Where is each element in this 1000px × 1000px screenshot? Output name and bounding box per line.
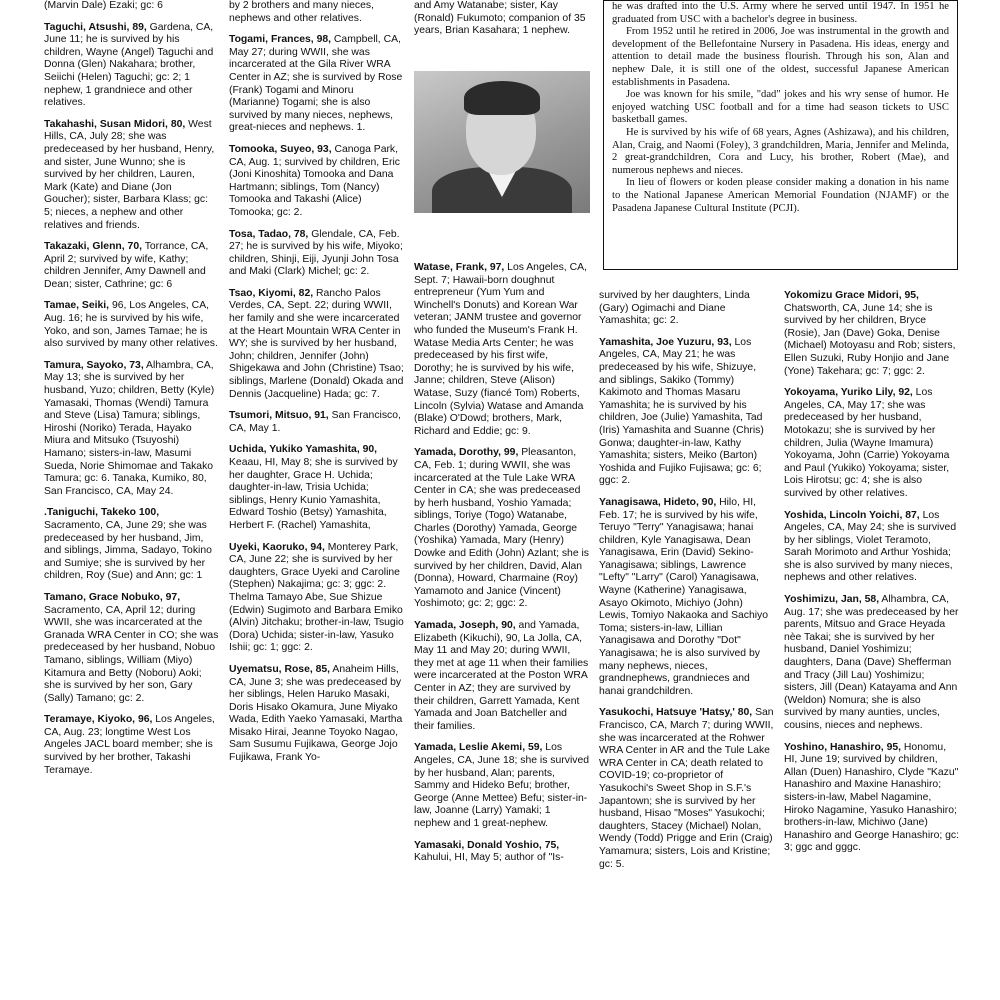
tribute-box	[603, 0, 958, 270]
obituary-entry: Yokoyama, Yuriko Lily, 92, Los Angeles, CA, May 17; she was predeceased by her husband, Motokazu; she is survived by her children, Julia (Wayne Imamura) Yokoyama, John (Carrie) Yokoyama and Paul (Yukiko) Yokoyama; sister, Lois Hirotsu; gc: 4; she is also survived by other relatives.	[784, 387, 950, 499]
obituary-entry: Tomooka, Suyeo, 93, Canoga Park, CA, Aug. 1; survived by children, Eric (Joni Kinoshita) Tomooka and Dana Hartmann; siblings, Tom (Nancy) Tomooka and Takashi (Alice) Tomooka; gc: 2.	[229, 143, 400, 218]
obituary-entry: Yamashita, Joe Yuzuru, 93, Los Angeles, CA, May 21; he was predeceased by his wife, Shizuye, and siblings, Sakiko (Tommy) Kakimoto and Thomas Masaru Yamashita; he is survived by his children, Joe (Julie) Yamashita, Tad (Iris) Yamashita and Suanne (Chris) Gonwa; daughter-in-law, Kathy Yamashita; sisters, Meiko (Barton) Yoshida and Fujiko Fujisawa; gc: 6; ggc: 2.	[599, 336, 764, 487]
obituary-entry: Yoshida, Lincoln Yoichi, 87, Los Angeles, CA, May 24; she is survived by her siblings, Violet Teramoto, Sarah Morimoto and Arthur Yoshida; she is also survived by many nieces, nephews and other relatives.	[784, 509, 957, 584]
portrait-photo	[414, 71, 590, 213]
obituary-entry: Tamae, Seiki, 96, Los Angeles, CA, Aug. 16; he is survived by his wife, Yoko, and son, James Tamae; he is also survived by many other relatives.	[44, 300, 218, 350]
obituary-entry: Togami, Frances, 98, Campbell, CA, May 27; during WWII, she was incarcerated at the Gila River WRA Center in AZ; she is survived by Rose (Frank) Togami and Minoru (Marianne) Togami; she is also survived by many nieces, nephews, great-nieces and nephews. 1.	[229, 34, 403, 134]
tribute-paragraph: From 1952 until he retired in 2006, Joe was instrumental in the growth and development of the Bellefontaine Nursery in Pasadena. His ideas, energy and attention to detail made the business flourish. Through his son, Alan and nephew Dale, it is still one of the oldest, successful Japanese American establishments in Pasadena.	[612, 26, 949, 88]
obituary-entry: Tosa, Tadao, 78, Glendale, CA, Feb. 27; he is survived by his wife, Miyoko; children, Shinji, Eiji, Jyunji John Tosa and Maki (Clark) Michel; gc: 2.	[229, 228, 403, 278]
obituary-entry: Yanagisawa, Hideto, 90, Hilo, HI, Feb. 17; he is survived by his wife, Teruyo "Terry" Yanagisawa; hanai children, Kyle Yanagisawa, Dean Yanagisawa, Erin (David) Sekino-Yanagisawa; siblings, Lawrence "Lefty" "Larry" (Carol) Yanagisawa, Wayne (Katherine) Yanagisawa, Asayo Okimoto, Michiyo (John) Lewis, Tomiyo Nakaoka and Sachiyo Toma; sisters-in-law, Lillian Yanagisawa and Dorothy "Dot" Yanagisawa; he is also survived by many nephews, nieces, grandnephews, grandnieces and hanai grandchildren.	[599, 496, 769, 697]
obituary-entry: and Amy Watanabe; sister, Kay (Ronald) Fukumoto; companion of 35 years, Brian Kasahara; 1 nephew.	[414, 0, 586, 37]
obituary-entry: Tsumori, Mitsuo, 91, San Francisco, CA, May 1.	[229, 410, 401, 434]
obituary-entry: Uyematsu, Rose, 85, Anaheim Hills, CA, June 3; she was predeceased by her siblings, Helen Haruko Masaki, Doris Hisako Okamura, June Miyako Wada, Edith Yaeko Yamasaki, Martha Misako Hirai, Jeanne Toyoko Nagao, Sam Susumu Fujikawa, George Jojo Fujikawa, Frank Yo-	[229, 663, 403, 764]
obituary-entry: survived by her daughters, Linda (Gary) Ogimachi and Diane Yamashita; gc: 2.	[599, 290, 750, 327]
obituary-entry: Yamada, Leslie Akemi, 59, Los Angeles, CA, June 18; she is survived by her husband, Alan; parents, Sammy and Hideko Befu; brother, George (Anne Mettee) Befu; sister-in-law, Joanne (Larry) Yamaki; 1 nephew and 1 great-nephew.	[414, 742, 589, 829]
column-5	[784, 290, 959, 1000]
obituary-entry: .Taniguchi, Takeko 100, Sacramento, CA, June 29; she was predeceased by her husband, Jim, and siblings, Jimma, Sadayo, Tokino and Sumiye; she is survived by her children, Roy (Sue) and Ann; gc: 1	[44, 507, 212, 582]
tribute-paragraph: Joe was known for his smile, "dad" jokes and his wry sense of humor. He enjoyed watching USC football and for a time had season tickets to USC basketball games.	[612, 89, 949, 126]
obituary-entry: Yoshimizu, Jan, 58, Alhambra, CA, Aug. 17; she was predeceased by her parents, Mitsuo and Grace Heyada nèe Takai; she is survived by her husband, Daniel Yoshimizu; daughters, Dana (Dave) Shefferman and Tracy (Jill Lau) Yoshimizu; sisters, Jill (Dean) Katayama and Ann (Weldon) Nomura; she is also survived by many aunties, uncles, cousins, nieces and nephews.	[784, 594, 959, 731]
obituary-entry: Yamasaki, Donald Yoshio, 75, Kahului, HI, May 5; author of "Is-	[414, 839, 564, 864]
column-1	[44, 0, 219, 1000]
obituary-entry: Tamura, Sayoko, 73, Alhambra, CA, May 13; she is survived by her husband, Yuzo; children, Betty (Kyle) Yamasaki, Thomas (Wendi) Tamura and Steve (Lisa) Tamura; siblings, Hiroshi (Noriko) Terada, Hayako Miura and Mitsuko (Tsuyoshi) Hamano; sisters-in-law, Masumi Sueda, Norie Shimomae and Takako Tamura; gc: 6. Tanaka, Kumiko, 80, San Francisco, CA, May 24.	[44, 359, 215, 497]
obituary-entry: Yoshino, Hanashiro, 95, Honomu, HI, June 19; survived by children, Allan (Duen) Hanashiro, Clyde "Kazu" Hanashiro and Maxine Hanashiro; sisters-in-law, Mabel Nagamine, Hiroko Nagamine, Yasuko Hanashiro; brothers-in-law, Michiwo (Jane) Hanashiro and George Hanashiro; gc: 3; ggc and gggc.	[784, 741, 959, 854]
obituary-entry: Yamada, Dorothy, 99, Pleasanton, CA, Feb. 1; during WWII, she was incarcerated at the Tule Lake WRA Center in CA; she was predeceased by herh husband, Yoshio Yamada; siblings, Toriye (Togo) Watanabe, Charles (Dorothy) Yamada, George (Yoshika) Yamada, Mary (Henry) Dowke and Edith (John) Azlant; she is survived by her children, David, Alan (Donna), Howard, Charmaine (Roy) Yamamoto and Janice (Vincent) Yoshimoto; gc: 2; ggc: 2.	[414, 447, 589, 610]
obituary-entry: Uyeki, Kaoruko, 94, Monterey Park, CA, June 22; she is survived by her daughters, Grace Uyeki and Caroline (Stephen) Nakajima; gc: 3; ggc: 2. Thelma Tamayo Abe, Sue Shizue (Edwin) Sugimoto and Barbara Emiko (Alvin) Jitchaku; brother-in-law, Tsugio (Dora) Uchida; sister-in-law, Yasuko Ishii; gc: 1; ggc: 2.	[229, 541, 404, 654]
obituary-entry: Yamada, Joseph, 90, and Yamada, Elizabeth (Kikuchi), 90, La Jolla, CA, May 11 and May 20; during WWII, they met at age 11 when their families were incarcerated at the Poston WRA Center in AZ; they are survived by their children, Garrett Yamada, Kent Yamada and Joan Batcheller and their families.	[414, 620, 589, 732]
obituary-entry: Takazaki, Glenn, 70, Torrance, CA, April 2; survived by wife, Kathy; children Jennifer, Amy Dawnell and Dean; sister, Cathrine; gc: 6	[44, 241, 209, 290]
column-2	[229, 0, 404, 1000]
obituary-entry: Teramaye, Kiyoko, 96, Los Angeles, CA, Aug. 23; longtime West Los Angeles JACL board member; she is survived by her brother, Takashi Teramaye.	[44, 714, 215, 776]
column-3-top	[414, 0, 589, 70]
photo-hair	[464, 81, 540, 115]
column-4	[599, 290, 774, 1000]
obituary-entry: (Marvin Dale) Ezaki; gc: 6	[44, 0, 163, 11]
obituary-entry: Tamano, Grace Nobuko, 97, Sacramento, CA, April 12; during WWII, she was incarcerated at the Granada WRA Center in CO; she was predeceased by her husband, Nobuo Tamano, siblings, William (Miyo) Kitamura and Betty (Noboru) Aoki; she is survived by her son, Gary (Sally) Tamano; gc: 2.	[44, 591, 219, 704]
obituary-entry: Yokomizu Grace Midori, 95, Chatsworth, CA, June 14; she is survived by her children, Bryce (Rosie), Jan (Dave) Goka, Denise (Michael) Motoyasu and Rob; sisters, Ellen Suzuki, Ruby Honjio and Jane (Yone) Takehara; gc: 7; ggc: 2.	[784, 290, 956, 377]
column-3	[414, 262, 589, 1000]
obituary-entry: Uchida, Yukiko Yamashita, 90, Keaau, HI, May 8; she is survived by her daughter, Grace H. Uchida; daughter-in-law, Trisia Uchida; siblings, Henry Kunio Yamashita, Edward Toshio (Betsy) Yamashita, Herbert F. (Rachel) Yamashita,	[229, 444, 398, 531]
obituary-entry: Taguchi, Atsushi, 89, Gardena, CA, June 11; he is survived by his children, Wayne (Angel) Taguchi and Donna (Glen) Nakahara; brother, Seiichi (Helen) Taguchi; gc: 2; 1 nephew, 1 grandniece and other relatives.	[44, 21, 214, 109]
tribute-paragraph: He is survived by his wife of 68 years, Agnes (Ashizawa), and his children, Alan, Craig, and Naomi (Foley), 3 grandchildren, Maria, Jennifer and Melinda, 2 great-grandchildren, Cora and Lucy, his brother, Robert (Mae), and numerous nephews and nieces.	[612, 126, 949, 176]
obituary-entry: Watase, Frank, 97, Los Angeles, CA, Sept. 7; Hawaii-born doughnut entrepreneur (Yum Yum and Winchell's Donuts) and Korean War veteran; JANM trustee and governor who funded the Museum's Frank H. Watase Media Arts Center; he was predeceased by his first wife, Dorothy; he is survived by his wife, Janne; children, Steve (Alison) Watase, Suzy (fiancé Tom) Roberts, Lincoln (Sylvia) Watase and Amanda (Blake) O'Dowd; brothers, Mark, Richard and Eddie; gc: 9.	[414, 262, 587, 437]
tribute-paragraph: In lieu of flowers or koden please consider making a donation in his name to the National Japanese American Memorial Foundation (NJAMF) or the Pasadena Japanese Cultural Institute (PCJI).	[612, 177, 949, 214]
obituary-entry: Takahashi, Susan Midori, 80, West Hills, CA, July 28; she was predeceased by her husband, Henry, and sister, June Wunno; she is survived by her children, Lauren, Mark (Kate) and Diane (Jon Goucher); sister, Barbara Klass; gc: 5; nieces, a nephew and other relatives and friends.	[44, 118, 215, 231]
obituary-entry: Tsao, Kiyomi, 82, Rancho Palos Verdes, CA, Sept. 22; during WWII, her family and she were incarcerated at the Heart Mountain WRA Center in WY; she is survived by her husband, John; children, Jennifer (John) Shigekawa and John (Christine) Tsao; siblings, Marlene (Donald) Okada and Dennis (Jacqueline) Hada; gc: 7.	[229, 287, 404, 400]
obituary-entry: by 2 brothers and many nieces, nephews and other relatives.	[229, 0, 374, 24]
tribute-paragraph: he was drafted into the U.S. Army where he served until 1947. In 1951 he graduated from USC with a bachelor's degree in business.	[612, 1, 949, 25]
obituary-entry: Yasukochi, Hatsuye 'Hatsy,' 80, San Francisco, CA, March 7; during WWII, she was incarcerated at the Rohwer WRA Center in AR and the Tule Lake WRA Center in CA; death related to COVID-19; co-proprietor of Yasukochi's Sweet Shop in S.F.'s Japantown; she is survived by her husband, Hisao "Moses" Yasukochi; daughters, Stacey (Michael) Nolan, Wendy (Todd) Prigge and Erin (Craig) Yamamura; sisters, Lois and Kristine; gc: 5.	[599, 707, 774, 870]
